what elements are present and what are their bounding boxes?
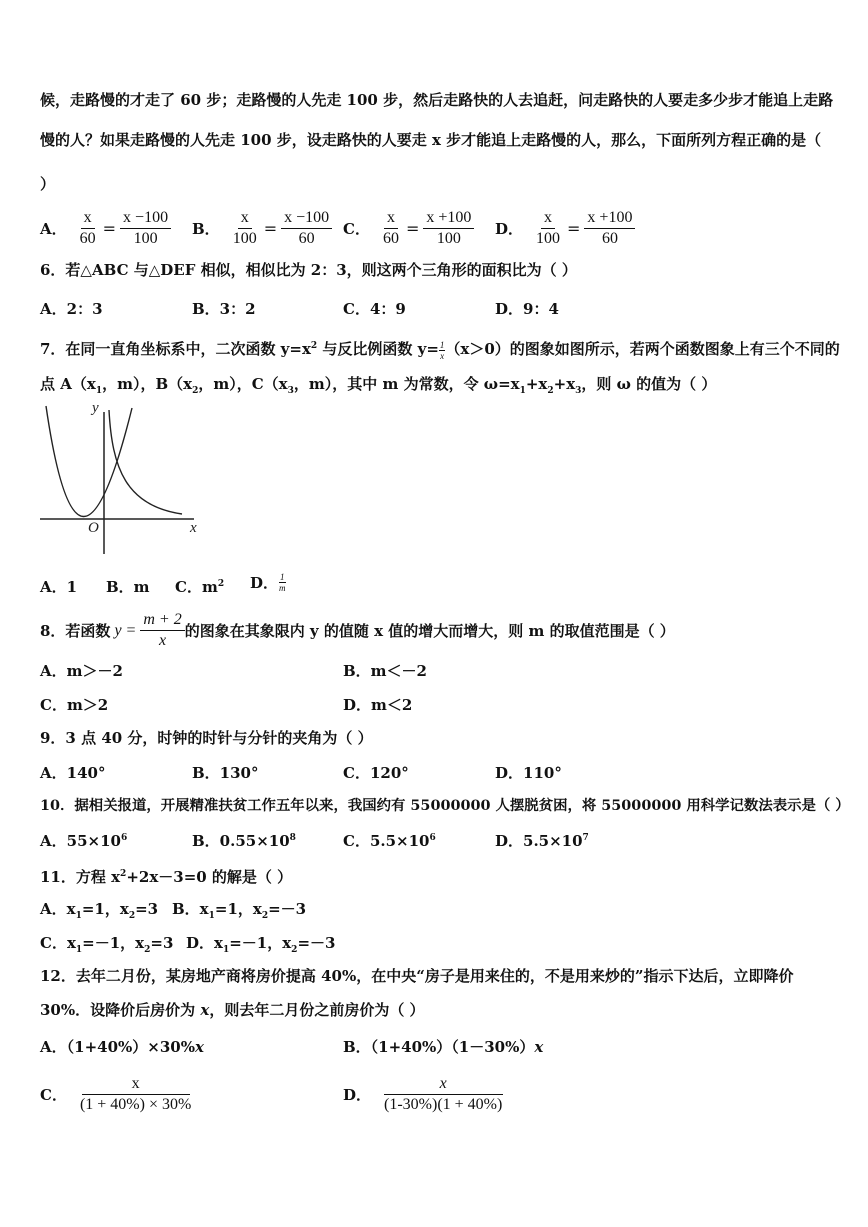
fraction: $\frac{x}{60}$: [79, 209, 96, 247]
q5-option-b: B． $\frac{x}{100}$ = $\frac{x -100}{60}$: [192, 208, 332, 249]
q5-option-c: C． $\frac{x}{60}$ = $\frac{x +100}{100}$: [343, 208, 474, 249]
q12-option-b: B．（1+40%）（1－30%）x: [343, 1038, 544, 1056]
q11-option-c: C．$x_1=-1$，$x_2=3$: [40, 934, 174, 955]
q7-function-graph: [36, 398, 206, 560]
q12-option-d: D． $\frac{x}{(1-30\%)(1 + 40\%)}$: [343, 1074, 505, 1115]
q6-option-b: B．3：2: [192, 300, 256, 318]
q7-option-a: A．1: [40, 578, 78, 596]
q11-option-b: B．$x_1=1$，$x_2=-3$: [172, 900, 307, 921]
q7-option-b: B．m: [106, 578, 150, 596]
q11-option-d: D．$x_1=-1$，$x_2=-3$: [186, 934, 336, 955]
q8-option-b: B．m＜－2: [343, 662, 427, 680]
q11-option-a: A．$x_1=1$，$x_2=3$: [40, 900, 159, 921]
q9-stem: 9．3 点 40 分，时钟的时针与分针的夹角为（ ）: [40, 729, 373, 747]
q10-option-d: D．$5.5\times 10^7$: [495, 832, 589, 850]
q10-option-c: C．$5.5\times 10^6$: [343, 832, 436, 850]
q5-line3: ）: [40, 175, 56, 193]
q9-option-d: D．110°: [495, 764, 562, 782]
q10-stem: 10．据相关报道，开展精准扶贫工作五年以来，我国约有 55000000 人摆脱贫困，将 55000000 用科学记数法表示是（ ）: [40, 797, 850, 814]
fraction: $\frac{x -100}{100}$: [120, 208, 171, 249]
q6-option-a: A．2：3: [40, 300, 103, 318]
q5-option-a: A． $\frac{x}{60}$ = $\frac{x -100}{100}$: [40, 208, 171, 249]
q12-line1: 12．去年二月份，某房地产商将房价提高 40%，在中央“房子是用来住的，不是用来炒的”指示下达后，立即降价: [40, 967, 794, 985]
q5-option-d: D． $\frac{x}{100}$ = $\frac{x +100}{60}$: [495, 208, 635, 249]
q6-option-d: D．9：4: [495, 300, 559, 318]
q9-option-a: A．140°: [40, 764, 106, 782]
hyperbola-curve: [109, 410, 182, 514]
q12-option-c: C． $\frac{x}{(1 + 40\%) \times 30\%}$: [40, 1074, 194, 1115]
origin-label: O: [88, 520, 99, 536]
q12-option-a: A．（1+40%）×30%x: [40, 1038, 204, 1056]
q7-option-d: D． $\frac{1}{m}$: [250, 572, 286, 593]
q5-line1: 候，走路慢的才走了 60 步；走路慢的人先走 100 步，然后走路快的人去追赶，问走路快的人要走多少步才能追上走路: [40, 91, 834, 109]
q8-option-a: A．m＞－2: [40, 662, 123, 680]
fraction: $\frac{1}{x}$: [439, 339, 445, 361]
q8-stem: 8．若函数 y = $\frac{m + 2}{x}$ 的图象在其象限内 y 的值随 x 值的增大而增大，则 m 的取值范围是（ ）: [40, 611, 675, 649]
q10-option-a: A．$55\times 10^6$: [40, 832, 128, 850]
q8-option-d: D．m＜2: [343, 696, 413, 714]
fraction: $\frac{x}{(1 + 40\%) \times 30\%}$: [79, 1075, 192, 1113]
q9-option-c: C．120°: [343, 764, 409, 782]
q7-line2: 点 $A(x_1$，m），$B(x_2$，m），$C(x_3$，m），其中 m 为常数，令 $\omega=x_1+x_2+x_3$，则 ω 的值为（ ）: [40, 375, 717, 396]
q11-stem: 11．方程 $x^2+2x-3=0$ 的解是（ ）: [40, 868, 293, 886]
fraction: $\frac{x}{(1-30\%)(1 + 40\%)}$: [384, 1075, 503, 1113]
q8-option-c: C．m＞2: [40, 696, 109, 714]
q5-line2: 慢的人？如果走路慢的人先走 100 步，设走路快的人要走 x 步才能追上走路慢的人，那么，下面所列方程正确的是（: [40, 131, 822, 149]
parabola-curve: [46, 406, 132, 517]
y-axis-label: y: [92, 400, 99, 416]
q7-stem: 7．在同一直角坐标系中，二次函数 $y=x^2$ 与反比例函数 y= $\frac{1}{x}$ （x＞0）的图象如图所示，若两个函数图象上有三个不同的: [40, 339, 840, 361]
q9-option-b: B．130°: [192, 764, 259, 782]
fraction: $\frac{m + 2}{x}$: [140, 610, 184, 651]
x-axis-label: x: [190, 520, 197, 536]
q6-stem: 6．若△ABC 与△DEF 相似，相似比为 2：3，则这两个三角形的面积比为（ ）: [40, 261, 577, 279]
q12-line2: 30%．设降价后房价为 x，则去年二月份之前房价为（ ）: [40, 1001, 425, 1019]
q10-option-b: B．$0.55\times 10^8$: [192, 832, 296, 850]
q7-option-c: C．$m^2$: [175, 578, 225, 596]
q6-option-c: C．4：9: [343, 300, 406, 318]
